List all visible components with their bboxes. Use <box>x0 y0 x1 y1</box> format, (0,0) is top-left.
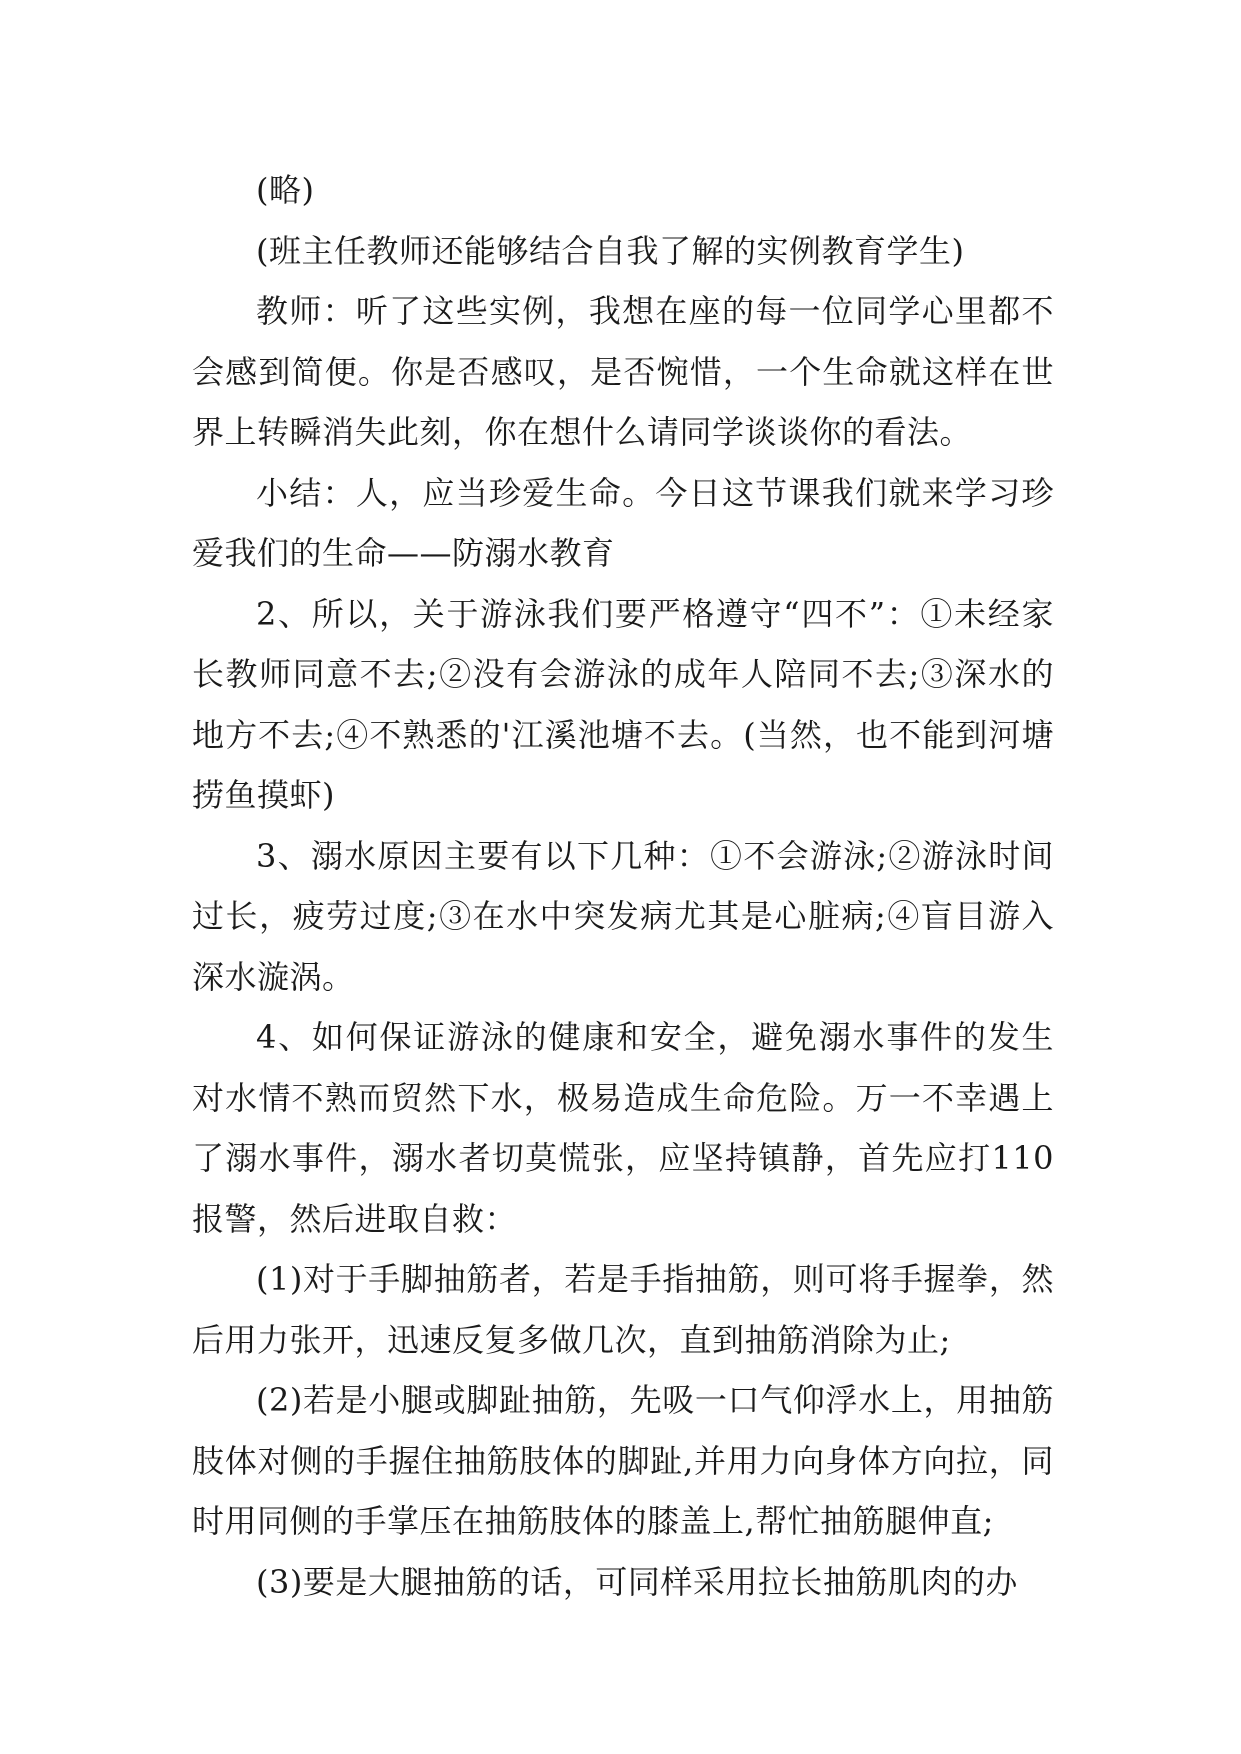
paragraph-omitted: (略) <box>256 171 315 209</box>
paragraph-cramp-thigh: (3)要是大腿抽筋的话，可同样采用拉长抽筋肌肉的办 <box>256 1562 1018 1601</box>
paragraph-safety: 4、如何保证游泳的健康和安全，避免溺水事件的发生对水情不熟而贸然下水，极易造成生命危险。万一不幸遇上了溺水事件，溺水者切莫慌张，应坚持镇静，首先应打110报警，然后进取自救： <box>192 1018 1054 1238</box>
paragraph-drowning-causes: 3、溺水原因主要有以下几种：①不会游泳;②游泳时间过长，疲劳过度;③在水中突发病尤其是心脏病;④盲目游入深水漩涡。 <box>192 836 1054 996</box>
paragraph-summary: 小结：人，应当珍爱生命。今日这节课我们就来学习珍爱我们的生命——防溺水教育 <box>192 473 1054 572</box>
body-text <box>192 160 1054 1612</box>
paragraph-four-rules: 2、所以，关于游泳我们要严格遵守“四不”：①未经家长教师同意不去;②没有会游泳的成年人陪同不去;③深水的地方不去;④不熟悉的'江溪池塘不去。(当然，也不能到河塘捞鱼摸虾) <box>192 594 1054 814</box>
paragraph-teacher-speech: 教师：听了这些实例，我想在座的每一位同学心里都不会感到简便。你是否感叹，是否惋惜，一个生命就这样在世界上转瞬消失此刻，你在想什么请同学谈谈你的看法。 <box>192 292 1054 451</box>
paragraph-teacher-note: (班主任教师还能够结合自我了解的实例教育学生) <box>256 231 965 270</box>
paragraph-cramp-hand: (1)对于手脚抽筋者，若是手指抽筋，则可将手握拳，然后用力张开，迅速反复多做几次，直到抽筋消除为止; <box>192 1260 1054 1359</box>
paragraph-cramp-calf: (2)若是小腿或脚趾抽筋，先吸一口气仰浮水上，用抽筋肢体对侧的手握住抽筋肢体的脚趾,并用力向身体方向拉，同时用同侧的手掌压在抽筋肢体的膝盖上,帮忙抽筋腿伸直; <box>192 1381 1054 1540</box>
